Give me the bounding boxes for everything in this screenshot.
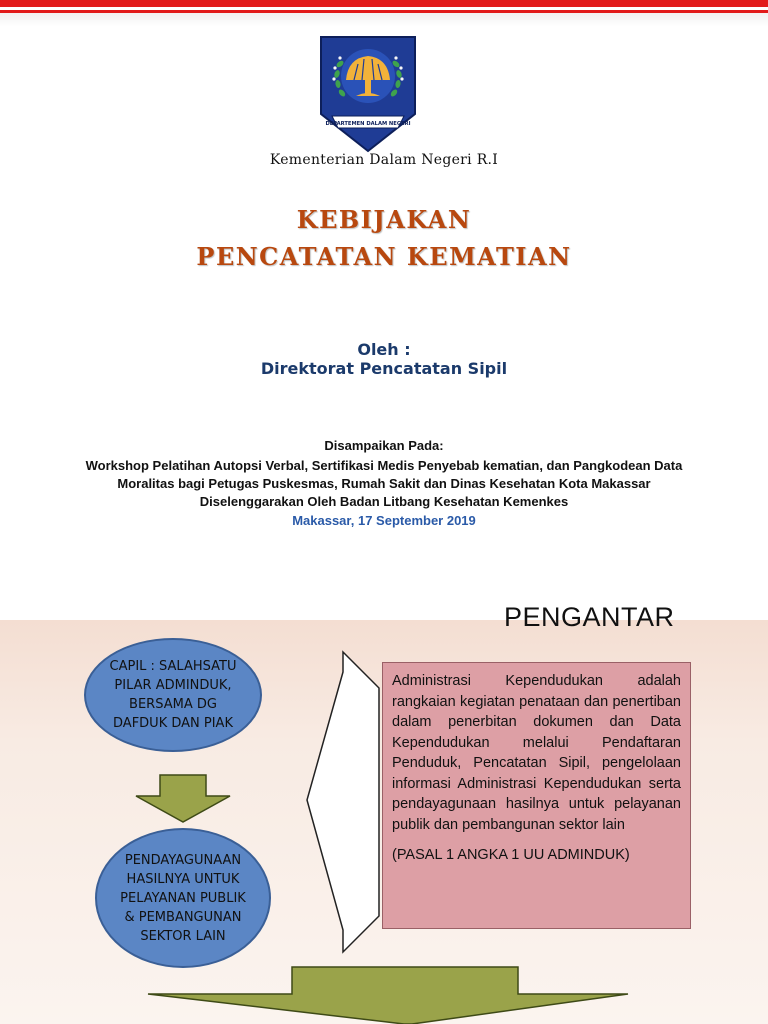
event-line-1: Workshop Pelatihan Autopsi Verbal, Sertifikasi Medis Penyebab kematian, dan Pangkodean Data	[85, 458, 683, 473]
ellipse-capil	[84, 638, 262, 752]
ellipse-line: SEKTOR LAIN	[140, 928, 226, 944]
ellipse-line: BERSAMA DG	[129, 697, 217, 712]
ellipse-line: PENDAYAGUNAAN	[124, 852, 242, 868]
ellipse-line: PELAYANAN PUBLIK	[120, 890, 246, 906]
ellipse-line: HASILNYA UNTUK	[126, 871, 240, 887]
title-line-2: PENCATATAN KEMATIAN	[196, 242, 572, 271]
ellipse-line: & PEMBANGUNAN	[124, 909, 242, 925]
introduction-slide	[0, 600, 768, 1024]
presented-at-label: Disampaikan Pada:	[324, 438, 444, 453]
emblem-ribbon-text: DEPARTEMEN DALAM NEGERI	[325, 121, 411, 127]
by-label: Oleh :	[357, 340, 411, 359]
top-red-stripe	[0, 0, 768, 7]
ministry-name: Kementerian Dalam Negeri R.I	[269, 152, 499, 168]
ellipse-line: DAFDUK DAN PIAK	[113, 716, 233, 731]
title-line-1: KEBIJAKAN	[296, 205, 472, 234]
definition-text: Administrasi Kependudukan adalah rangkaian kegiatan penataan dan penertiban dalam penerbitan dokumen dan Data Kependudukan melalui Pendaftaran Penduduk, Pencatatan Sipil, pengelolaan informasi Administrasi Kependudukan serta pendayagunaan hasilnya untuk pelayanan publik dan pembangunan sektor lain	[392, 673, 681, 833]
ellipse-pendayagunaan	[95, 828, 271, 968]
date-place: Makassar, 17 September 2019	[292, 513, 476, 528]
down-arrow-small	[136, 775, 230, 822]
down-arrow-large	[148, 967, 628, 1024]
event-line-2: Moralitas bagi Petugas Puskesmas, Rumah Sakit dan Dinas Kesehatan Kota Makassar	[117, 476, 651, 491]
legal-reference: (PASAL 1 ANGKA 1 UU ADMINDUK)	[392, 847, 630, 863]
top-gray-band	[0, 13, 768, 27]
ellipse-line: PILAR ADMINDUK,	[114, 678, 232, 693]
left-arrow-white	[307, 652, 379, 952]
slide-heading: PENGANTAR	[504, 602, 675, 632]
definition-box	[382, 662, 691, 929]
ellipse-line: CAPIL : SALAHSATU	[109, 659, 237, 674]
ministry-emblem-icon	[318, 34, 418, 154]
organizer-line: Diselenggarakan Oleh Badan Litbang Kesehatan Kemenkes	[199, 494, 569, 509]
presenter-name: Direktorat Pencatatan Sipil	[260, 359, 508, 378]
